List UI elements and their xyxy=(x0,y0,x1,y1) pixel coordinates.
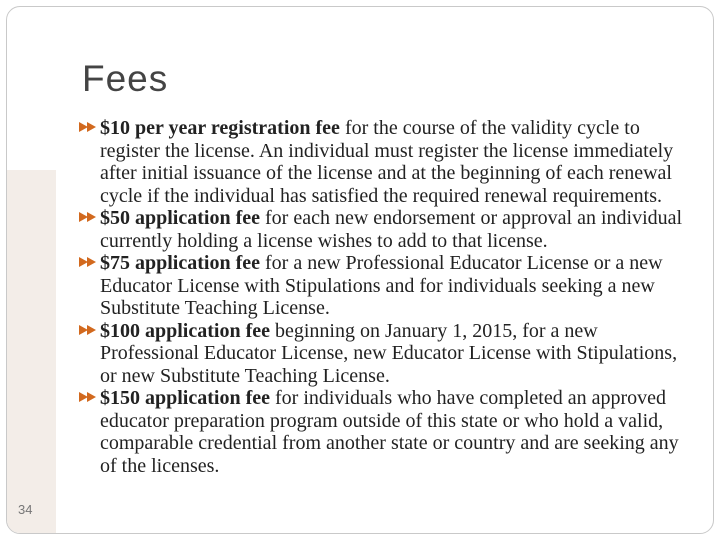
bullet-fee-heading: $10 per year registration fee xyxy=(100,117,340,139)
bullet-item xyxy=(75,207,695,252)
bullet-item xyxy=(75,387,695,477)
orange-arrow-bullet-icon xyxy=(77,255,99,269)
bullet-fee-heading: $150 application fee xyxy=(100,387,270,409)
bullet-fee-heading: $100 application fee xyxy=(100,319,270,342)
bullet-item xyxy=(75,252,695,320)
bullet-item xyxy=(75,117,695,207)
bullet-fee-heading: $75 application fee xyxy=(100,252,260,274)
bullet-list xyxy=(75,117,695,477)
orange-arrow-bullet-icon xyxy=(77,120,99,134)
orange-arrow-bullet-icon xyxy=(77,210,99,224)
bullet-item xyxy=(75,320,695,388)
slide-sidebar-band xyxy=(7,170,56,533)
bullet-text: for individuals who have completed an approved educator preparation program outside of this state or who hold a valid, comparable credential from another state or country and are seeking any of the licenses. xyxy=(100,387,679,477)
orange-arrow-bullet-icon xyxy=(77,323,99,337)
bullet-text: for the course of the validity cycle to register the license. An individual must register the license immediately after initial issuance of the license and at the beginning of each renewal cycle if the individual has satisfied the required renewal requirements. xyxy=(100,117,674,207)
slide-number: 34 xyxy=(18,502,33,517)
orange-arrow-bullet-icon xyxy=(77,390,99,404)
slide-title: Fees xyxy=(82,58,169,99)
bullet-fee-heading: $50 application fee xyxy=(100,207,260,229)
bullet-text: for a new Professional Educator License or a new Educator License with Stipulations and for individuals seeking a new Substitute Teaching License. xyxy=(100,252,663,319)
bullet-text: for each new endorsement or approval an individual currently holding a license wishes to add to that license. xyxy=(100,207,683,252)
bullet-text: beginning on January 1, 2015, for a new Professional Educator License, new Educator License with Stipulations, or new Substitute Teaching License. xyxy=(100,319,678,387)
